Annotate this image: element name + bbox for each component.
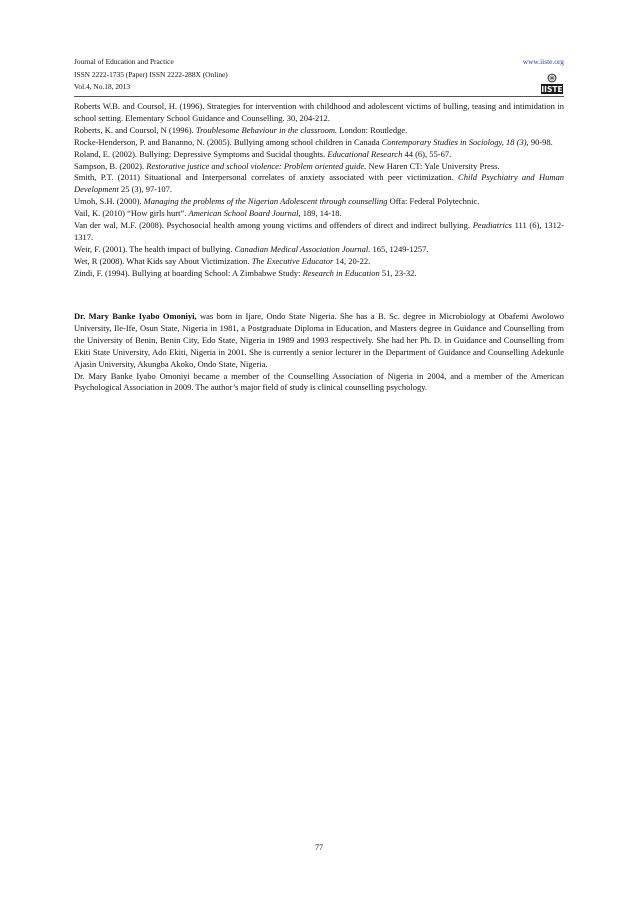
page-number: 77 <box>315 843 323 852</box>
reference-entry <box>74 208 564 220</box>
reference-title: Peadiatrics <box>472 220 512 231</box>
reference-title: American School Board Journal, <box>188 208 301 219</box>
reference-entry <box>74 125 564 137</box>
author-bio <box>74 311 564 394</box>
page-header <box>74 56 564 96</box>
logo-text: IISTE <box>541 85 563 94</box>
reference-title: Educational Research <box>327 148 403 159</box>
bio-text-1: was born in Ijare, Ondo State Nigeria. She has a B. Sc. degree in Microbiology at Obafemi Awolowo University, Ile-Ife, Osun State, Nigeria in 1981, a Postgraduate Diploma in Education, and Masters degree in Guidance and Counselling from the University of Benin, Benin City, Edo State, Nigeria in 1989 and 1993 respectively. She had her Ph. D. in Guidance and Counselling from Ekiti State University, Ado Ekiti, Nigeria in 2001. She is currently a senior lecturer in the Department of Guidance and Counselling Adekunle Ajasin University, Akungba Akoko, Ondo State, Nigeria. <box>74 311 564 369</box>
reference-entry <box>74 172 564 196</box>
reference-details: 14, 20-22. <box>333 255 371 266</box>
reference-details: 90-98. <box>528 136 553 147</box>
reference-entry <box>74 101 564 125</box>
reference-text: Smith, P.T. (2011) Situational and Interpersonal correlates of anxiety associated with peer victimization. <box>74 172 459 183</box>
reference-text: Sampson, B. (2002). <box>74 160 147 171</box>
bio-paragraph-1 <box>74 311 564 371</box>
reference-details: 44 (6), 55-67. <box>402 148 452 159</box>
reference-text: Weir, F. (2001). The health impact of bullying. <box>74 243 235 254</box>
reference-text: Rocke-Henderson, P. and Bananno, N. (2005). Bullying among school children in Canada <box>74 136 382 147</box>
reference-text: Vail, K. (2010) “How girls hurt”. <box>74 208 189 219</box>
header-left <box>74 56 564 94</box>
reference-entry <box>74 161 564 173</box>
reference-details: 51, 23-32. <box>379 267 417 278</box>
reference-title: Research in Education <box>302 267 380 278</box>
reference-text: Roberts, K. and Coursol, N (1996). <box>74 124 196 135</box>
reference-title: Canadian Medical Association Journal. <box>234 243 371 254</box>
author-name: Dr. Mary Banke Iyabo Omoniyi, <box>74 311 197 321</box>
journal-url-link[interactable]: www.iiste.org <box>522 57 564 66</box>
reference-entry <box>74 256 564 268</box>
header-rule <box>74 96 564 97</box>
reference-text: Van der wal, M.F. (2008). Psychosocial health among young victims and offenders of direct and indirect bullying. <box>74 220 473 231</box>
reference-text: Zindi, F. (1994). Bullying at boarding School: A Zimbabwe Study: <box>74 267 303 278</box>
reference-details: New Haren CT: Yale University Press. <box>366 160 500 171</box>
reference-details: 189, 14-18. <box>300 208 342 219</box>
reference-entry <box>74 196 564 208</box>
reference-text: Roland, E. (2002). Bullying: Depressive Symptoms and Sucidal thoughts. <box>74 148 328 159</box>
issn-line: ISSN 2222-1735 (Paper) ISSN 2222-288X (Online) <box>74 69 228 79</box>
reference-entry <box>74 268 564 280</box>
reference-entry <box>74 149 564 161</box>
reference-details: 111 (6), 1312-1317. <box>74 220 564 242</box>
reference-list <box>74 101 564 280</box>
bio-paragraph-2: Dr. Mary Banke Iyabo Omoniyi became a member of the Counselling Association of Nigeria in 2004, and a member of the American Psychological Association in 2009. The author’s major field of study is clinical counselling psychology. <box>74 370 564 393</box>
reference-title: The Executive Educator <box>251 255 334 266</box>
journal-name: Journal of Education and Practice <box>74 57 174 66</box>
reference-entry <box>74 137 564 149</box>
reference-entry <box>74 220 564 244</box>
reference-title: Troublesome Behaviour in the classroom. <box>195 124 338 135</box>
reference-details: 25 (3), 97-107. <box>118 184 172 195</box>
reference-text: Umoh, S.H. (2000). <box>74 196 144 207</box>
reference-text: Roberts W.B. and Coursol, H. (1996). Strategies for intervention with childhood and adolescent victims of bulling, teasing and intimidation in school setting. Elementary School Guidance and Counselling. 30, 204-212. <box>74 101 564 123</box>
reference-title: Child Psychiatry and Human Development <box>74 172 564 195</box>
reference-entry <box>74 244 564 256</box>
reference-title: Contemporary Studies in Sociology, 18 (3), <box>381 136 529 147</box>
reference-details: Offa: Federal Polytechnic. <box>387 196 480 207</box>
reference-details: London: Routledge. <box>337 124 408 135</box>
reference-details: 165, 1249-1257. <box>370 243 429 254</box>
reference-title: Restorative justice and school violence: Problem oriented guide. <box>146 160 367 171</box>
reference-title: Managing the problems of the Nigerian Adolescent through counselling <box>143 196 388 207</box>
iiste-logo <box>540 73 564 95</box>
volume-line: Vol.4, No.18, 2013 <box>74 82 131 91</box>
header <box>74 56 564 96</box>
reference-text: Wet, R (2008). What Kids say About Victimization. <box>74 255 252 266</box>
